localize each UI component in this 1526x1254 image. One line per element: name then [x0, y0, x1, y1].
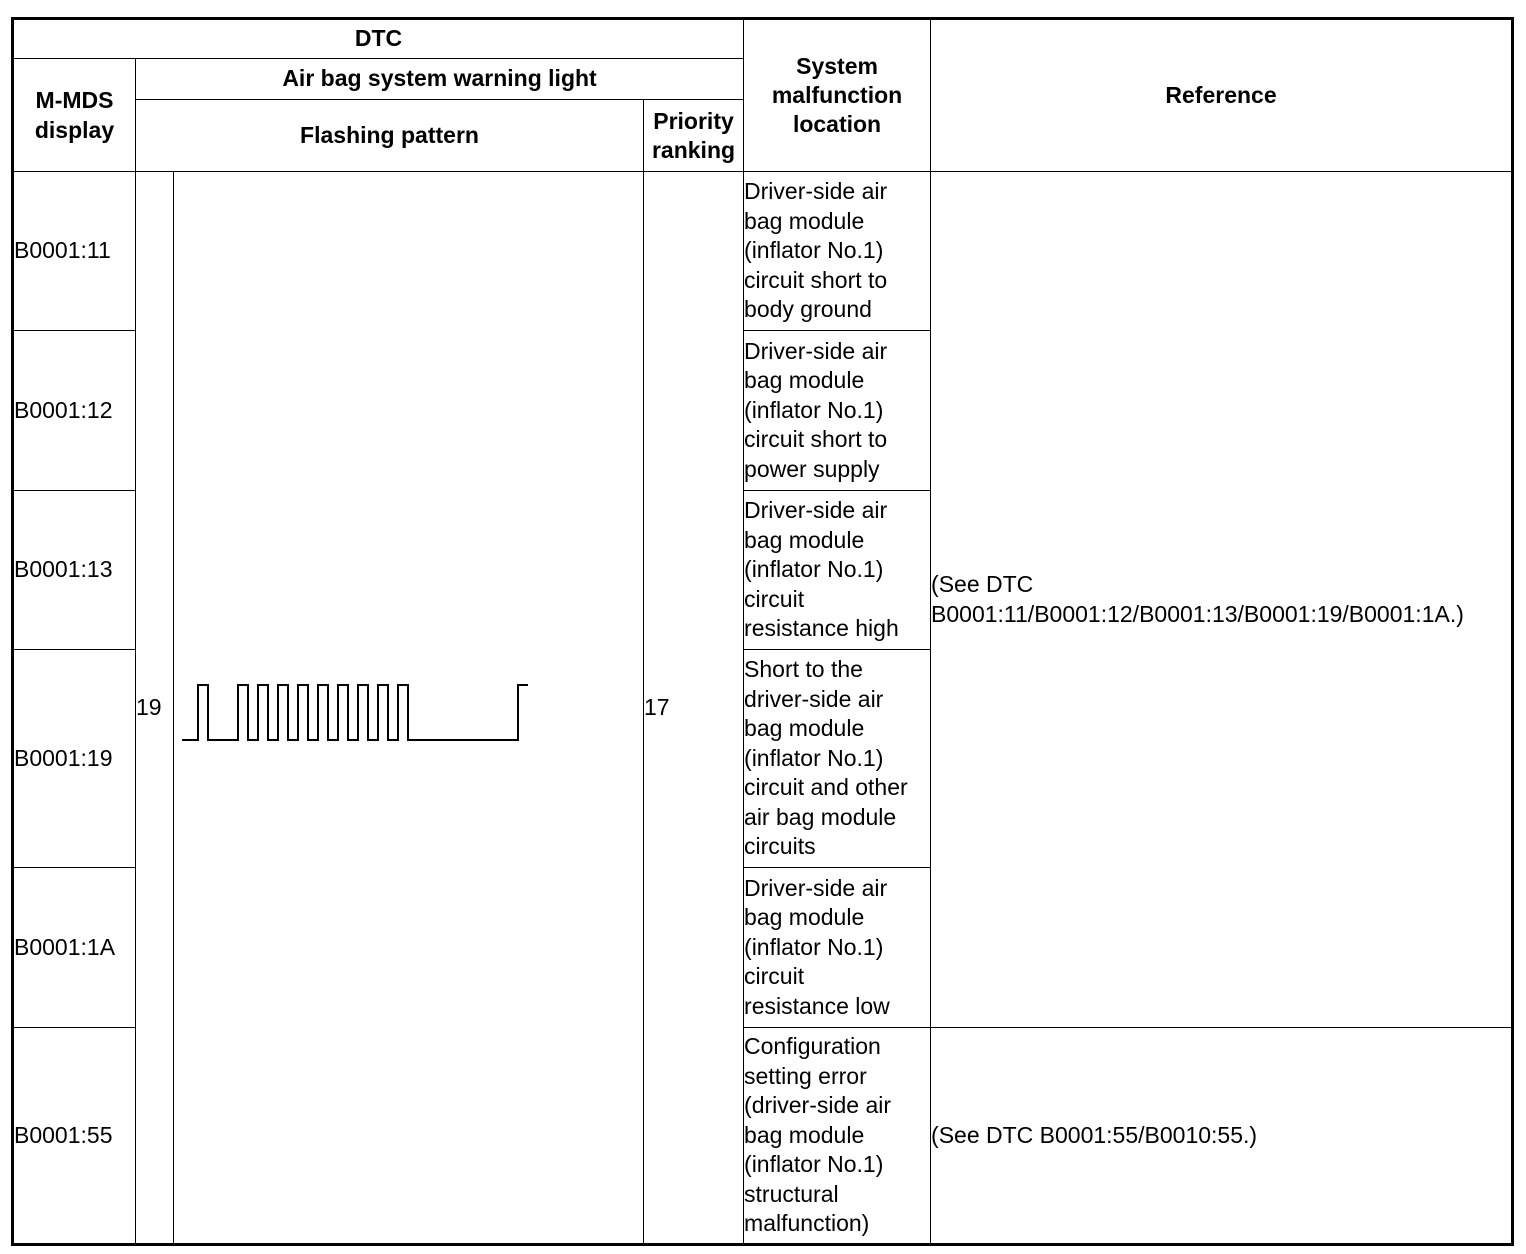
table-row [13, 172, 1513, 331]
mmds-code: B0001:1A [13, 868, 136, 1028]
dtc-header: DTC [13, 19, 744, 59]
reference-text: (See DTC B0001:11/B0001:12/B0001:13/B0001:19/B0001:1A.) [931, 172, 1513, 1028]
malfunction-location: Driver-side air bag module (inflator No.1) circuit resistance high [744, 491, 931, 650]
priority-ranking-header: Priority ranking [644, 100, 744, 172]
malfunction-location: Configuration setting error (driver-side air bag module (inflator No.1) structural malfunction) [744, 1028, 931, 1245]
mmds-code: B0001:11 [13, 172, 136, 331]
malfunction-location: Driver-side air bag module (inflator No.1) circuit resistance low [744, 868, 931, 1028]
malfunction-location: Driver-side air bag module (inflator No.1) circuit short to power supply [744, 331, 931, 491]
malfunction-location: Short to the driver-side air bag module (inflator No.1) circuit and other air bag module circuits [744, 650, 931, 868]
reference-header: Reference [931, 19, 1513, 172]
pattern-code-number: 19 [136, 172, 174, 1245]
dtc-table [11, 17, 1514, 1246]
malfunction-location: Driver-side air bag module (inflator No.1) circuit short to body ground [744, 172, 931, 331]
flashing-pattern-cell [174, 172, 644, 1245]
mmds-code: B0001:19 [13, 650, 136, 868]
flashing-pattern-waveform [180, 677, 600, 747]
flashing-pattern-header: Flashing pattern [136, 100, 644, 172]
warning-light-header: Air bag system warning light [136, 59, 744, 100]
mmds-code: B0001:55 [13, 1028, 136, 1245]
mmds-code: B0001:13 [13, 491, 136, 650]
waveform-trace [182, 685, 528, 740]
mmds-code: B0001:12 [13, 331, 136, 491]
priority-ranking-value: 17 [644, 172, 744, 1245]
mmds-display-header: M-MDS display [13, 59, 136, 172]
reference-text: (See DTC B0001:55/B0010:55.) [931, 1028, 1513, 1245]
system-malfunction-location-header: System malfunction location [744, 19, 931, 172]
